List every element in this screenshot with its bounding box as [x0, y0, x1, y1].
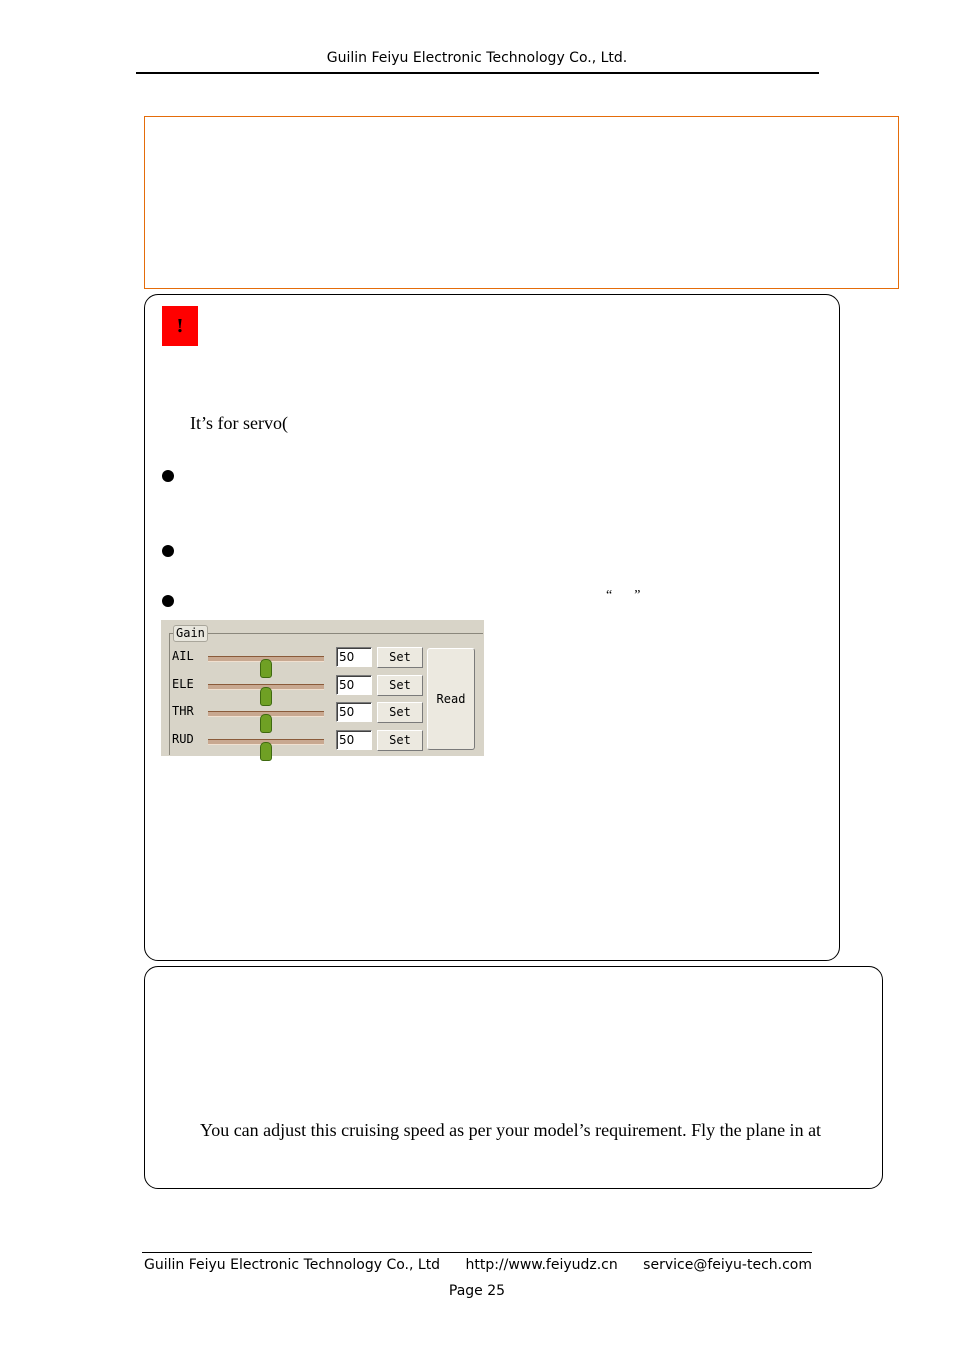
footer-rule [142, 1252, 812, 1253]
set-button-rud[interactable]: Set [377, 730, 423, 751]
set-button-thr[interactable]: Set [377, 702, 423, 723]
set-button-ele[interactable]: Set [377, 675, 423, 696]
gain-label-rud: RUD [172, 732, 194, 746]
gain-row-ail [172, 647, 432, 669]
servo-text: It’s for servo( [190, 413, 288, 433]
warning-icon: ! [162, 306, 198, 346]
header-rule [136, 72, 819, 74]
gain-panel [161, 620, 484, 756]
slider-ail[interactable] [208, 656, 324, 662]
set-button-ail[interactable]: Set [377, 647, 423, 668]
footer [144, 1257, 812, 1273]
gain-label-thr: THR [172, 704, 194, 718]
quote-close: ” [634, 588, 641, 603]
cruise-text: You can adjust this cruising speed as per your model’s requirement. Fly the plane in at [200, 1120, 822, 1140]
orange-note-box [144, 116, 899, 289]
bullet-2 [162, 545, 174, 557]
header-company: Guilin Feiyu Electronic Technology Co., Ltd. [326, 50, 628, 66]
gain-input-thr[interactable]: 50 [336, 702, 372, 722]
read-button[interactable]: Read [427, 648, 475, 750]
page-number: Page 25 [448, 1283, 506, 1299]
slider-ele[interactable] [208, 684, 324, 690]
gain-row-thr [172, 702, 432, 724]
gain-input-ail[interactable]: 50 [336, 647, 372, 667]
gain-title: Gain [173, 625, 208, 642]
gain-row-ele [172, 675, 432, 697]
bullet-1 [162, 470, 174, 482]
bullet-3 [162, 595, 174, 607]
slider-thr[interactable] [208, 711, 324, 717]
gain-input-ele[interactable]: 50 [336, 675, 372, 695]
gain-label-ele: ELE [172, 677, 194, 691]
quote-open: “ [606, 588, 613, 603]
footer-company: Guilin Feiyu Electronic Technology Co., Ltd [144, 1257, 441, 1273]
cruise-box [144, 966, 883, 1189]
gain-input-rud[interactable]: 50 [336, 730, 372, 750]
footer-url[interactable]: http://www.feiyudz.cn [465, 1257, 618, 1273]
quote-marks [606, 588, 640, 604]
footer-email[interactable]: service@feiyu-tech.com [643, 1257, 812, 1273]
gain-label-ail: AIL [172, 649, 194, 663]
gain-row-rud [172, 730, 432, 752]
slider-rud[interactable] [208, 739, 324, 745]
slider-thumb-rud[interactable] [260, 742, 272, 761]
